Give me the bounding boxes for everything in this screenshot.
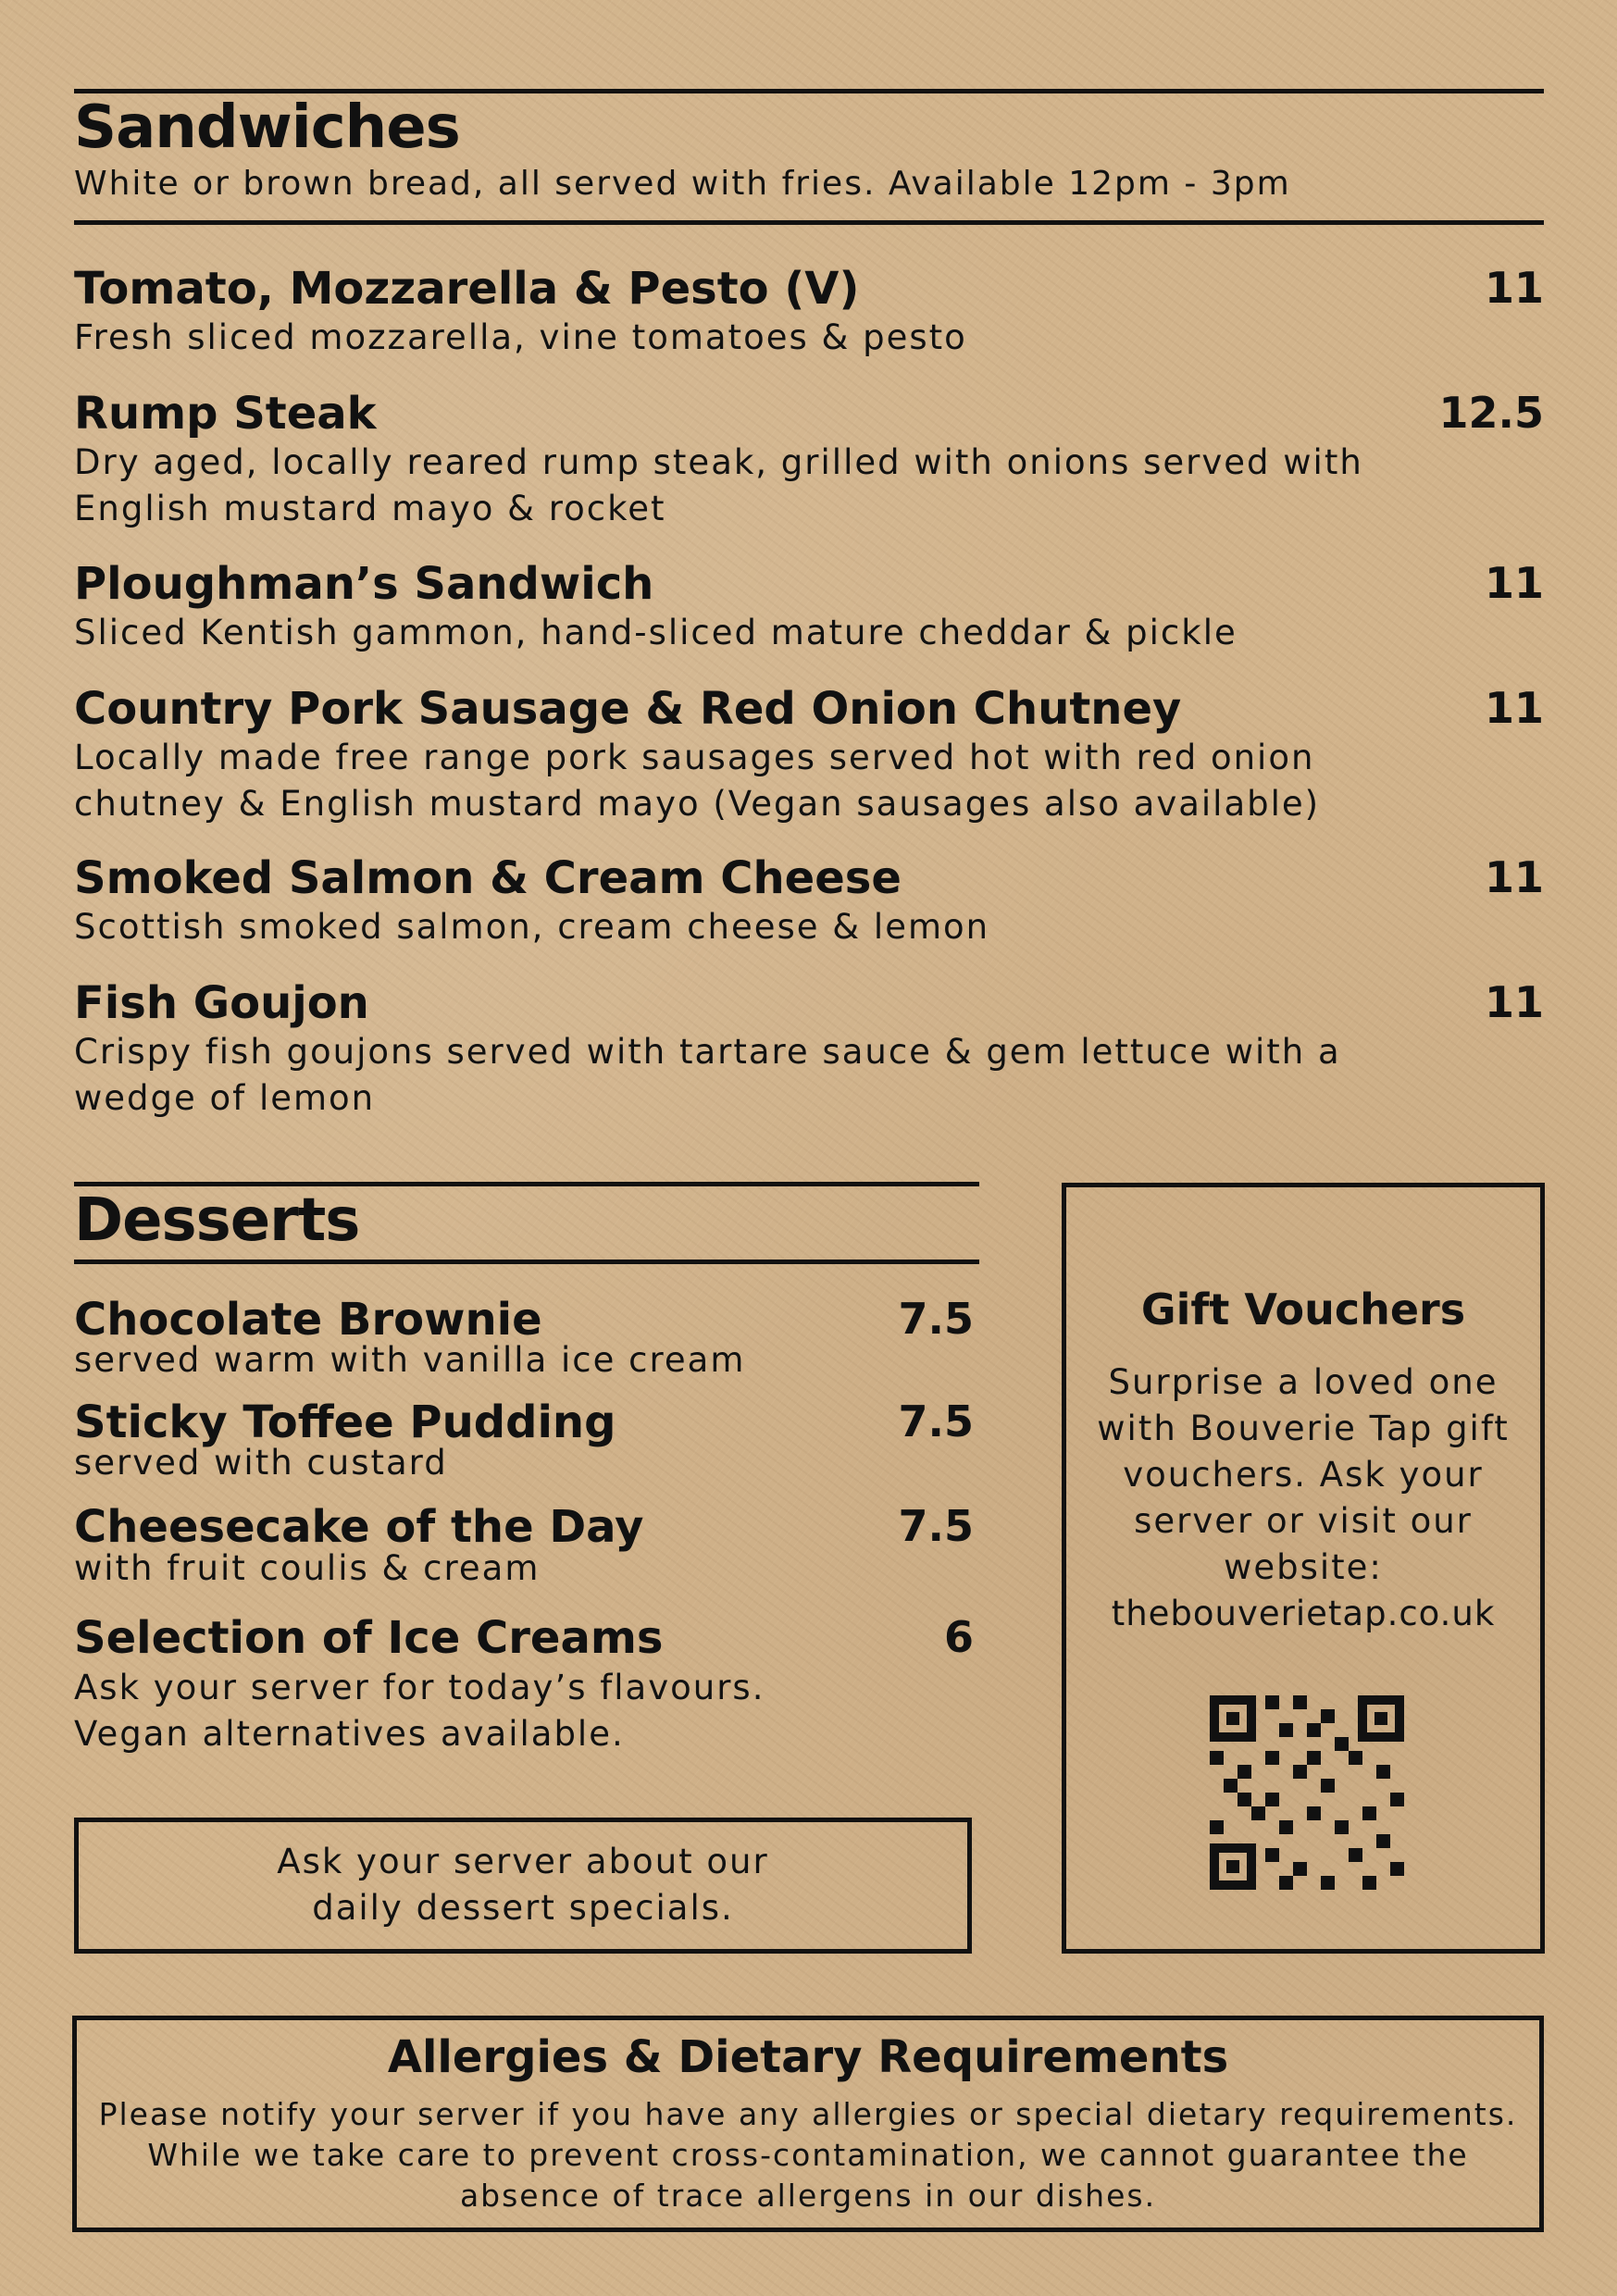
item-description: Locally made free range pork sausages served hot with red onion chutney & English mustard mayo (Vegan sausages also available): [74, 738, 1321, 824]
item-name: Tomato, Mozzarella & Pesto (V): [74, 263, 860, 315]
item-description: Fresh sliced mozzarella, vine tomatoes & pesto: [74, 317, 967, 357]
item-price: 11: [1484, 683, 1544, 733]
item-name: Ploughman’s Sandwich: [74, 558, 654, 610]
item-description: Sliced Kentish gammon, hand-sliced mature cheddar & pickle: [74, 613, 1238, 652]
qr-finder: [1210, 1695, 1256, 1742]
qr-finder: [1358, 1695, 1404, 1742]
item-description: Scottish smoked salmon, cream cheese & lemon: [74, 907, 990, 947]
item-price: 11: [1484, 977, 1544, 1027]
dessert-specials-box: [74, 1818, 972, 1954]
allergies-box: [72, 2016, 1544, 2232]
gift-vouchers-title: Gift Vouchers: [1140, 1285, 1466, 1334]
item-name: Selection of Ice Creams: [74, 1612, 664, 1664]
website-link[interactable]: thebouverietap.co.uk: [1111, 1594, 1496, 1633]
item-price: 11: [1484, 852, 1544, 902]
sandwiches-title: Sandwiches: [74, 93, 460, 162]
item-name: Fish Goujon: [74, 977, 369, 1029]
allergies-title: Allergies & Dietary Requirements: [387, 2031, 1229, 2083]
item-price: 7.5: [898, 1294, 974, 1344]
item-price: 6: [943, 1612, 974, 1662]
item-description: Ask your server for today’s flavours. Vegan alternatives available.: [74, 1668, 765, 1754]
item-price: 7.5: [898, 1501, 974, 1551]
item-name: Smoked Salmon & Cream Cheese: [74, 852, 902, 904]
item-description: with fruit coulis & cream: [74, 1548, 541, 1588]
item-name: Chocolate Brownie: [74, 1294, 542, 1346]
item-name: Country Pork Sausage & Red Onion Chutney: [74, 683, 1182, 735]
gift-vouchers-text: Surprise a loved one with Bouverie Tap gift vouchers. Ask your server or visit our website:: [1097, 1362, 1510, 1587]
item-name: Rump Steak: [74, 388, 377, 440]
dessert-specials-note: Ask your server about our daily dessert specials.: [277, 1842, 769, 1928]
desserts-title: Desserts: [74, 1186, 360, 1255]
desserts-bottom-rule: [74, 1260, 979, 1264]
item-name: Cheesecake of the Day: [74, 1501, 644, 1553]
sandwiches-bottom-rule: [74, 220, 1544, 225]
qr-finder: [1210, 1843, 1256, 1890]
item-description: served with custard: [74, 1443, 448, 1483]
item-description: Dry aged, locally reared rump steak, grilled with onions served with English mustard mayo & rocket: [74, 442, 1363, 528]
item-price: 12.5: [1438, 388, 1544, 438]
item-description: Crispy fish goujons served with tartare sauce & gem lettuce with a wedge of lemon: [74, 1032, 1341, 1118]
item-price: 7.5: [898, 1396, 974, 1446]
item-description: served warm with vanilla ice cream: [74, 1340, 746, 1380]
allergies-text: Please notify your server if you have any allergies or special dietary requirements. While we take care to prevent cross-contamination, we cannot guarantee the absence of trace allergens in our dishes.: [98, 2096, 1518, 2214]
sandwiches-subtitle: White or brown bread, all served with fries. Available 12pm - 3pm: [74, 165, 1291, 203]
item-price: 11: [1484, 263, 1544, 313]
qr-code-icon: [1210, 1695, 1404, 1890]
gift-vouchers-box: [1062, 1183, 1545, 1954]
item-price: 11: [1484, 558, 1544, 608]
item-name: Sticky Toffee Pudding: [74, 1396, 616, 1448]
